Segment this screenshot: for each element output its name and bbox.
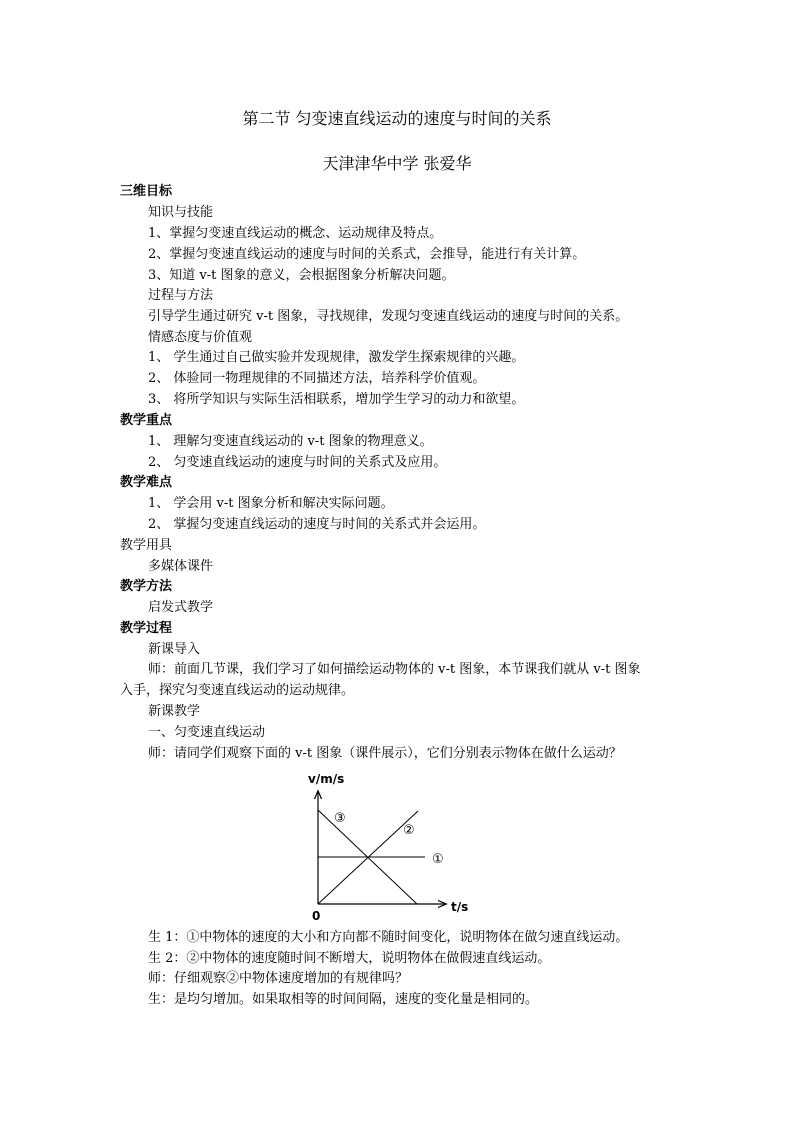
page-title: 第二节 匀变速直线运动的速度与时间的关系 — [242, 109, 552, 128]
author-line: 天津津华中学 张爱华 — [322, 154, 472, 173]
teacher-question: 师：请同学们观察下面的 v-t 图象（课件展示），它们分别表示物体在做什么运动？ — [148, 746, 622, 761]
subheading-introduction: 新课导入 — [148, 642, 201, 657]
x-axis-label: t/s — [451, 900, 469, 914]
process-text: 引导学生通过研究 v-t 图象，寻找规律，发现匀变速直线运动的速度与时间的关系。 — [148, 309, 629, 324]
y-axis-label: v/m/s — [308, 772, 345, 786]
heading-teaching-process: 教学过程 — [120, 621, 173, 636]
intro-paragraph-line-1: 师：前面几节课，我们学习了如何描绘运动物体的 v-t 图象，本节课我们就从 v-t 图象 — [148, 662, 641, 677]
attitude-item-3: 3、 将所学知识与实际生活相联系，增加学生学习的动力和欲望。 — [148, 392, 525, 407]
difficulty-2: 2、 掌握匀变速直线运动的速度与时间的关系式并会运用。 — [148, 517, 486, 532]
graph-line-label-2: ② — [403, 823, 415, 838]
heading-teaching-tools: 教学用具 — [120, 538, 173, 553]
goal-item-2: 2、掌握匀变速直线运动的速度与时间的关系式，会推导，能进行有关计算。 — [148, 247, 586, 262]
attitude-item-2: 2、 体验同一物理规律的不同描述方法，培养科学价值观。 — [148, 371, 486, 386]
heading-teaching-method: 教学方法 — [120, 579, 173, 594]
goal-item-1: 1、掌握匀变速直线运动的概念、运动规律及特点。 — [148, 226, 443, 241]
key-point-2: 2、 匀变速直线运动的速度与时间的关系式及应用。 — [148, 455, 447, 470]
origin-label: 0 — [312, 909, 321, 923]
teaching-tools-text: 多媒体课件 — [148, 559, 214, 574]
subheading-process-method: 过程与方法 — [148, 288, 214, 303]
key-point-1: 1、 理解匀变速直线运动的 v-t 图象的物理意义。 — [148, 434, 433, 449]
teaching-method-text: 启发式教学 — [148, 600, 214, 615]
student-answer: 生：是均匀增加。如果取相等的时间间隔，速度的变化量是相同的。 — [148, 992, 539, 1007]
heading-three-dimensional-goals: 三维目标 — [120, 184, 173, 199]
teacher-followup: 师：仔细观察②中物体速度增加的有规律吗？ — [148, 971, 409, 986]
intro-paragraph-line-2: 入手，探究匀变速直线运动的运动规律。 — [120, 683, 355, 698]
subheading-new-lesson: 新课教学 — [148, 704, 201, 719]
section-uniform-variable-motion: 一、匀变速直线运动 — [148, 725, 266, 740]
goal-item-3: 3、知道 v-t 图象的意义，会根据图象分析解决问题。 — [148, 268, 455, 283]
attitude-item-1: 1、 学生通过自己做实验并发现规律，激发学生探索规律的兴趣。 — [148, 350, 525, 365]
difficulty-1: 1、 学会用 v-t 图象分析和解决实际问题。 — [148, 496, 394, 511]
subheading-attitude-values: 情感态度与价值观 — [148, 330, 253, 345]
heading-difficulties: 教学难点 — [120, 475, 173, 490]
subheading-knowledge-skills: 知识与技能 — [148, 205, 214, 220]
student-2-answer: 生 2：②中物体的速度随时间不断增大，说明物体在做假速直线运动。 — [148, 951, 551, 966]
heading-key-points: 教学重点 — [120, 413, 173, 428]
student-1-answer: 生 1：①中物体的速度的大小和方向都不随时间变化，说明物体在做匀速直线运动。 — [148, 930, 629, 945]
graph-line-label-3: ③ — [334, 811, 346, 826]
graph-line-label-1: ① — [432, 852, 444, 867]
